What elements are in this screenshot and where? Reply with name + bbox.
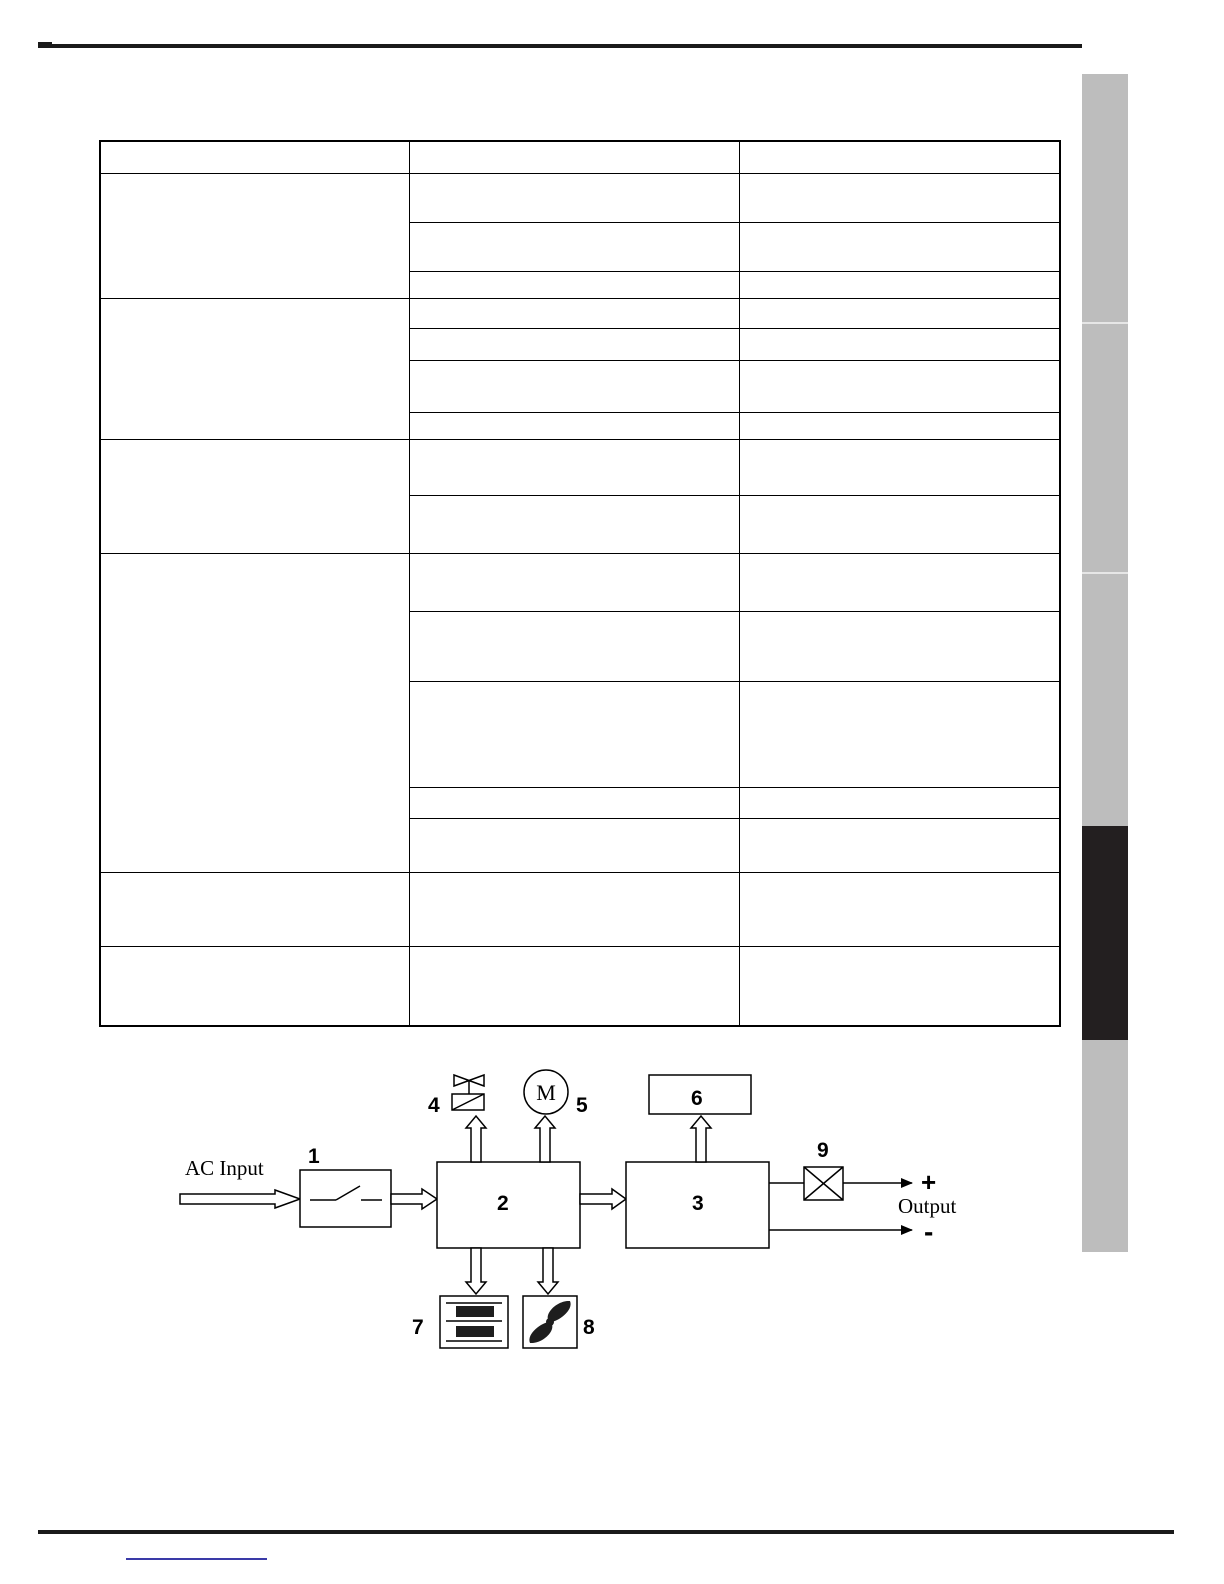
block-5-number: 5: [576, 1094, 588, 1117]
table-row: [100, 298, 1060, 328]
table-row: [100, 173, 1060, 222]
table-cell: [739, 298, 1060, 328]
block-9-fuse-icon: [769, 1167, 912, 1200]
table-cell: [739, 787, 1060, 818]
block-4-number: 4: [428, 1094, 440, 1117]
table-cell: [409, 946, 739, 1026]
ac-input-label: AC Input: [185, 1156, 264, 1180]
output-label: Output: [898, 1194, 957, 1218]
table-header-row: [100, 141, 1060, 173]
table-group-cell: [100, 439, 409, 553]
table-cell: [739, 328, 1060, 360]
table-row: [100, 946, 1060, 1026]
header-rule: [38, 44, 1082, 48]
block-diagram: [160, 1060, 980, 1360]
table-row: [100, 872, 1060, 946]
table-cell: [739, 360, 1060, 412]
table-header-cell: [100, 141, 409, 173]
table-cell: [739, 439, 1060, 495]
block-7-transformer-icon: [440, 1296, 508, 1348]
table-group-cell: [100, 553, 409, 872]
table-cell: [409, 222, 739, 271]
section-tab-1[interactable]: [1082, 74, 1128, 324]
block-2-number: 2: [497, 1192, 509, 1215]
section-tab-3[interactable]: [1082, 574, 1128, 826]
ac-input-arrow: [180, 1190, 300, 1208]
arrow-2-to-4: [466, 1116, 486, 1162]
table-cell: [739, 946, 1060, 1026]
table-cell: [739, 681, 1060, 787]
table-cell: [409, 787, 739, 818]
table-cell: [409, 818, 739, 872]
table-cell: [409, 271, 739, 298]
arrow-3-to-6: [691, 1116, 711, 1162]
table-cell: [739, 271, 1060, 298]
output-plus-sign: +: [921, 1167, 937, 1197]
table-cell: [409, 412, 739, 439]
footer-rule: [38, 1530, 1174, 1534]
table-cell: [409, 495, 739, 553]
block-4-valve-icon: [452, 1075, 484, 1110]
table-cell: [409, 439, 739, 495]
section-tab-4-active[interactable]: [1082, 826, 1128, 1040]
table-row: [100, 553, 1060, 611]
table-cell: [409, 553, 739, 611]
table-cell: [409, 173, 739, 222]
table-cell: [739, 222, 1060, 271]
table-header-cell: [739, 141, 1060, 173]
block-1-switch: [300, 1170, 391, 1227]
table-cell: [739, 412, 1060, 439]
footer-link[interactable]: [126, 1558, 267, 1560]
section-tabs: [1082, 74, 1128, 1252]
table-cell: [409, 872, 739, 946]
table-cell: [739, 611, 1060, 681]
table-cell: [739, 818, 1060, 872]
arrow-2-to-8: [538, 1248, 558, 1294]
block-9-number: 9: [817, 1139, 829, 1162]
table-cell: [739, 173, 1060, 222]
arrow-2-to-5: [535, 1116, 555, 1162]
section-tab-5[interactable]: [1082, 1040, 1128, 1252]
table-group-cell: [100, 298, 409, 439]
table-cell: [409, 611, 739, 681]
block-1-number: 1: [308, 1145, 320, 1168]
table-group-cell: [100, 173, 409, 298]
block-7-number: 7: [412, 1316, 424, 1339]
table-cell: [100, 872, 409, 946]
table-cell: [409, 360, 739, 412]
spec-table: [99, 140, 1061, 1027]
table-cell: [100, 946, 409, 1026]
arrow-1-to-2: [391, 1189, 437, 1209]
table-row: [100, 439, 1060, 495]
section-tab-2[interactable]: [1082, 324, 1128, 574]
table-cell: [739, 553, 1060, 611]
arrow-2-to-7: [466, 1248, 486, 1294]
block-8-fan-icon: [523, 1296, 577, 1348]
table-cell: [409, 298, 739, 328]
arrow-2-to-3: [580, 1189, 626, 1209]
table-cell: [409, 328, 739, 360]
block-6-number: 6: [691, 1087, 703, 1110]
table-cell: [409, 681, 739, 787]
table-cell: [739, 872, 1060, 946]
block-8-number: 8: [583, 1316, 595, 1339]
table-cell: [739, 495, 1060, 553]
table-header-cell: [409, 141, 739, 173]
motor-symbol: M: [536, 1080, 556, 1105]
output-minus-sign: -: [924, 1216, 934, 1247]
block-3-number: 3: [692, 1192, 704, 1215]
